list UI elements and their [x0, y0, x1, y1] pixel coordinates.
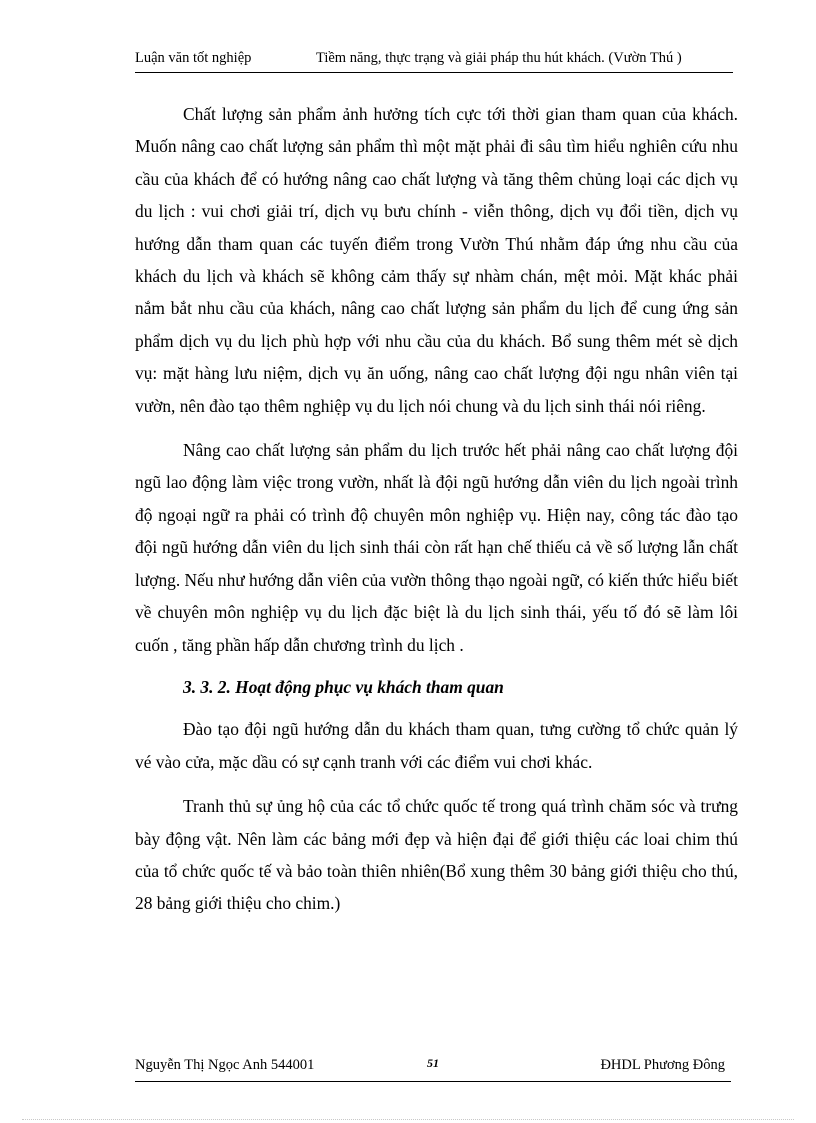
- page-number: 51: [427, 1056, 439, 1070]
- page-footer: [135, 1055, 731, 1082]
- paragraph-international-support: Tranh thủ sự ủng hộ của các tổ chức quốc tế trong quá trình chăm sóc và trưng bày động vật. Nên làm các bảng mới đẹp và hiện đại để giới thiệu các loai chim thú của tổ chức quốc tế và bảo toàn thiên nhiên(Bổ xung thêm 30 bảng giới thiệu cho thú, 28 bảng giới thiệu cho chim.): [135, 796, 738, 914]
- page-bottom-edge: [22, 1119, 794, 1120]
- paragraph-staff-quality: Nâng cao chất lượng sản phẩm du lịch trước hết phải nâng cao chất lượng đội ngũ lao động làm việc trong vườn, nhất là đội ngũ hướng dẫn viên du lịch ngoài trình độ ngoại ngữ ra phải có trình độ chuyên môn nghiệp vụ. Hiện nay, công tác đào tạo đội ngũ hướng dẫn viên du lịch sinh thái còn rất hạn chế thiếu cả về số lượng lẫn chất lượng. Nếu như hướng dẫn viên của vườn thông thạo ngoài ngữ, có kiến thức hiểu biết về chuyên môn nghiệp vụ du lịch đặc biệt là du lịch sinh thái, yếu tố đó sẽ làm lôi cuốn , tăng phần hấp dẫn chương trình du lịch .: [135, 440, 738, 655]
- footer-author: Nguyễn Thị Ngọc Anh 544001: [135, 1057, 315, 1073]
- page-header: [135, 46, 733, 73]
- header-thesis-label: Luận văn tốt nghiệp: [135, 50, 252, 66]
- header-thesis-title: Tiềm năng, thực trạng và giải pháp thu hút khách. (Vườn Thú ): [316, 50, 682, 66]
- page-body: [135, 98, 738, 920]
- footer-school: ĐHDL Phương Đông: [600, 1057, 725, 1073]
- paragraph-guide-training: Đào tạo đội ngũ hướng dẫn du khách tham quan, tưng cường tổ chức quản lý vé vào cửa, mặc dầu có sự cạnh tranh với các điểm vui chơi khác.: [135, 719, 738, 772]
- section-heading: 3. 3. 2. Hoạt động phục vụ khách tham quan: [183, 676, 504, 697]
- paragraph-product-quality: Chất lượng sản phẩm ảnh hưởng tích cực tới thời gian tham quan của khách. Muốn nâng cao chất lượng sản phẩm thì một mặt phải đi sâu tìm hiểu nghiên cứu nhu cầu của khách để có hướng nâng cao chất lượng và tăng thêm chủng loại các dịch vụ du lịch : vui chơi giải trí, dịch vụ bưu chính - viễn thông, dịch vụ đổi tiền, dịch vụ hướng dẫn tham quan các tuyến điểm trong Vườn Thú nhằm đáp ứng nhu cầu của khách du lịch và khách sẽ không cảm thấy sự nhàm chán, mệt mỏi. Mặt khác phải nắm bắt nhu cầu của khách, nâng cao chất lượng sản phẩm du lịch để cung ứng sản phẩm dịch vụ du lịch phù hợp với nhu cầu của du khách. Bổ sung thêm mét sè dịch vụ: mặt hàng lưu niệm, dịch vụ ăn uống, nâng cao chất lượng đội ngu nhân viên tại vườn, nên đào tạo thêm nghiệp vụ du lịch nói chung và du lịch sinh thái nói riêng.: [135, 104, 738, 416]
